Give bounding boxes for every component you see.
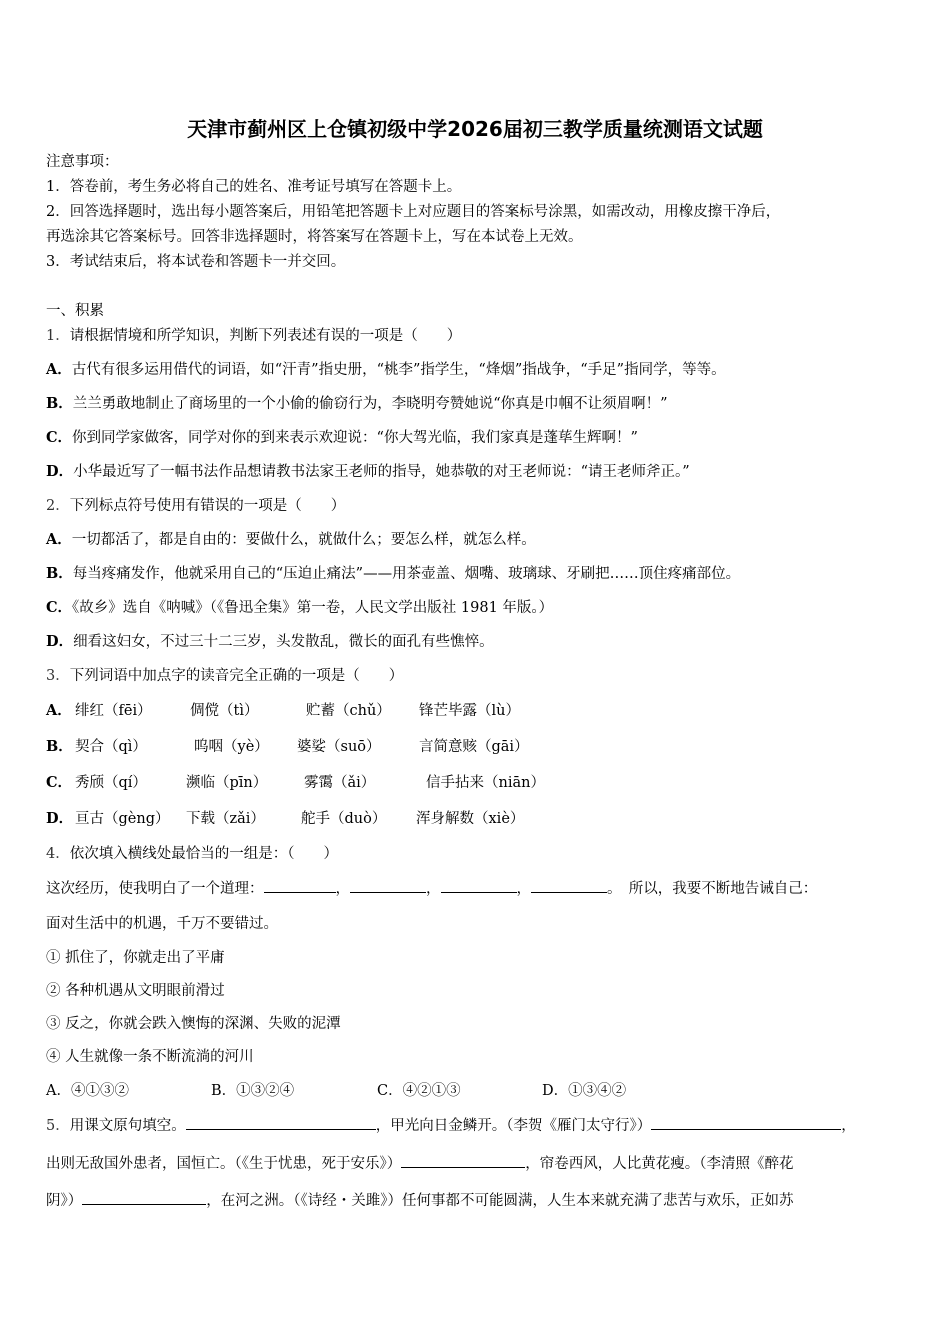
option-text: 你到同学家做客，同学对你的到来表示欢迎说：“你大驾光临，我们家真是蓬荜生辉啊！” xyxy=(72,430,638,446)
option-a xyxy=(46,530,536,550)
option-word: 下载（zǎi） xyxy=(186,811,265,827)
question-5-line-1 xyxy=(46,1115,856,1136)
notice-item: 1．答卷前，考生务必将自己的姓名、准考证号填写在答题卡上。 xyxy=(46,179,462,195)
choice-a: A．④①③② xyxy=(46,1083,129,1099)
option-text: 古代有很多运用借代的词语，如“汗青”指史册，“桃李”指学生，“烽烟”指战争，“手足”指同学，等等。 xyxy=(71,362,726,378)
question-text: 用课文原句填空。 xyxy=(69,1118,186,1134)
question-number: 3． xyxy=(46,668,70,684)
question-3-stem xyxy=(46,666,403,686)
option-d xyxy=(46,462,690,482)
question-4-passage xyxy=(46,878,817,899)
option-word: 契合（qì） xyxy=(75,739,147,755)
question-4-stem xyxy=(46,844,338,864)
option-b xyxy=(46,737,906,757)
option-d xyxy=(46,632,494,652)
question-4-passage-line: 面对生活中的机遇，千万不要错过。 xyxy=(46,916,278,932)
option-text: 兰兰勇敢地制止了商场里的一个小偷的偷窃行为，李晓明夸赞她说“你真是巾帼不让须眉啊！” xyxy=(72,396,668,412)
option-word: 濒临（pīn） xyxy=(186,775,268,791)
option-word: 雾霭（ǎi） xyxy=(304,775,376,791)
option-text: 小华最近写了一幅书法作品想请教书法家王老师的指导，她恭敬的对王老师说：“请王老师斧正。” xyxy=(73,464,690,480)
question-2-stem xyxy=(46,496,345,516)
question-text: 下列词语中加点字的读音完全正确的一项是（ ） xyxy=(69,668,404,684)
separator: ， xyxy=(516,881,531,897)
option-label: A． xyxy=(46,702,72,719)
option-label: B． xyxy=(46,738,73,755)
choice-d: D．①③④② xyxy=(542,1083,627,1099)
option-label: C． xyxy=(46,774,73,791)
question-text: ，甲光向日金鳞开。（李贺《雁门太守行》） xyxy=(375,1118,652,1134)
option-label: B． xyxy=(46,395,73,412)
option-a xyxy=(46,360,726,380)
fill-blank xyxy=(401,1153,525,1168)
option-word: 倜傥（tì） xyxy=(190,703,259,719)
option-label: A． xyxy=(46,531,72,548)
sentence-item: ① 抓住了，你就走出了平庸 xyxy=(46,950,225,966)
notice-item: 3．考试结束后，将本试卷和答题卡一并交回。 xyxy=(46,254,346,270)
sentence-item: ③ 反之，你就会跌入懊悔的深渊、失败的泥潭 xyxy=(46,1016,341,1032)
fill-blank xyxy=(531,878,607,893)
option-word: 绯红（fēi） xyxy=(75,703,152,719)
fill-blank xyxy=(441,878,517,893)
option-text: 《故乡》选自《呐喊》（《鲁迅全集》第一卷，人民文学出版社 1981 年版。） xyxy=(72,600,554,616)
question-5-line-3 xyxy=(46,1190,794,1211)
option-text: 一切都活了，都是自由的：要做什么，就做什么；要怎么样，就怎么样。 xyxy=(71,532,536,548)
option-word: 贮蓄（chǔ） xyxy=(306,703,391,719)
fill-blank xyxy=(651,1115,841,1130)
notice-item: 2．回答选择题时，选出每小题答案后，用铅笔把答题卡上对应题目的答案标号涂黑，如需改动，用橡皮擦干净后， xyxy=(46,204,781,220)
question-text: 出则无敌国外患者，国恒亡。（《生于忧患，死于安乐》） xyxy=(46,1156,402,1172)
fill-blank xyxy=(264,878,336,893)
question-4-choices xyxy=(46,1081,906,1101)
question-text: 依次填入横线处最恰当的一组是：（ ） xyxy=(69,846,338,862)
fill-blank xyxy=(186,1115,376,1130)
option-b xyxy=(46,394,668,414)
fill-blank xyxy=(350,878,426,893)
page-title: 天津市蓟州区上仓镇初级中学2026届初三教学质量统测语文试题 xyxy=(187,117,763,141)
notice-heading: 注意事项： xyxy=(46,154,119,170)
option-word: 浑身解数（xiè） xyxy=(416,811,525,827)
option-c xyxy=(46,598,553,618)
question-text: 下列标点符号使用有错误的一项是（ ） xyxy=(69,498,346,514)
option-d xyxy=(46,809,906,829)
choice-c: C．④②①③ xyxy=(377,1083,461,1099)
question-number: 1． xyxy=(46,328,70,344)
question-text: 请根据情境和所学知识，判断下列表述有误的一项是（ ） xyxy=(69,328,462,344)
option-word: 舵手（duò） xyxy=(301,811,387,827)
question-text: ，在河之洲。（《诗经・关雎》）任何事都不可能圆满，人生本来就充满了悲苦与欢乐，正如苏 xyxy=(206,1193,794,1209)
sentence-item: ② 各种机遇从文明眼前滑过 xyxy=(46,983,225,999)
question-1-stem xyxy=(46,326,461,346)
question-number: 2． xyxy=(46,498,70,514)
question-number: 4． xyxy=(46,846,70,862)
option-word: 婆娑（suō） xyxy=(297,739,381,755)
option-label: A． xyxy=(46,361,72,378)
question-text: ， xyxy=(841,1118,856,1134)
option-label: D． xyxy=(46,810,74,827)
question-5-line-2 xyxy=(46,1153,794,1174)
fill-blank xyxy=(82,1190,206,1205)
option-c xyxy=(46,773,906,793)
option-label: B． xyxy=(46,565,73,582)
option-word: 信手拈来（niān） xyxy=(426,775,545,791)
option-label: C． xyxy=(46,599,73,616)
option-word: 呜咽（yè） xyxy=(194,739,269,755)
separator: ， xyxy=(426,881,441,897)
passage-text: 这次经历，使我明白了一个道理： xyxy=(46,881,264,897)
option-text: 每当疼痛发作，他就采用自己的“压迫止痛法”——用茶壶盖、烟嘴、玻璃球、牙刷把……顶住疼痛部位。 xyxy=(72,566,741,582)
question-text: ，帘卷西风，人比黄花瘦。（李清照《醉花 xyxy=(525,1156,794,1172)
passage-text: 。 所以，我要不断地告诫自己： xyxy=(607,881,818,897)
option-label: C． xyxy=(46,429,73,446)
notice-item: 再选涂其它答案标号。回答非选择题时，将答案写在答题卡上，写在本试卷上无效。 xyxy=(46,229,583,245)
separator: ， xyxy=(335,881,350,897)
question-number: 5． xyxy=(46,1118,70,1134)
option-word: 言简意赅（gāi） xyxy=(419,739,529,755)
option-label: D． xyxy=(46,463,74,480)
option-b xyxy=(46,564,740,584)
question-text: 阴》） xyxy=(46,1193,83,1209)
option-label: D． xyxy=(46,633,74,650)
choice-b: B．①③②④ xyxy=(211,1083,295,1099)
section-heading: 一、积累 xyxy=(46,303,104,319)
option-word: 亘古（gèng） xyxy=(75,811,170,827)
sentence-item: ④ 人生就像一条不断流淌的河川 xyxy=(46,1049,254,1065)
option-word: 秀颀（qí） xyxy=(75,775,147,791)
option-a xyxy=(46,701,906,721)
option-word: 锋芒毕露（lù） xyxy=(419,703,520,719)
option-c xyxy=(46,428,638,448)
option-text: 细看这妇女，不过三十二三岁，头发散乱，微长的面孔有些憔悴。 xyxy=(73,634,494,650)
